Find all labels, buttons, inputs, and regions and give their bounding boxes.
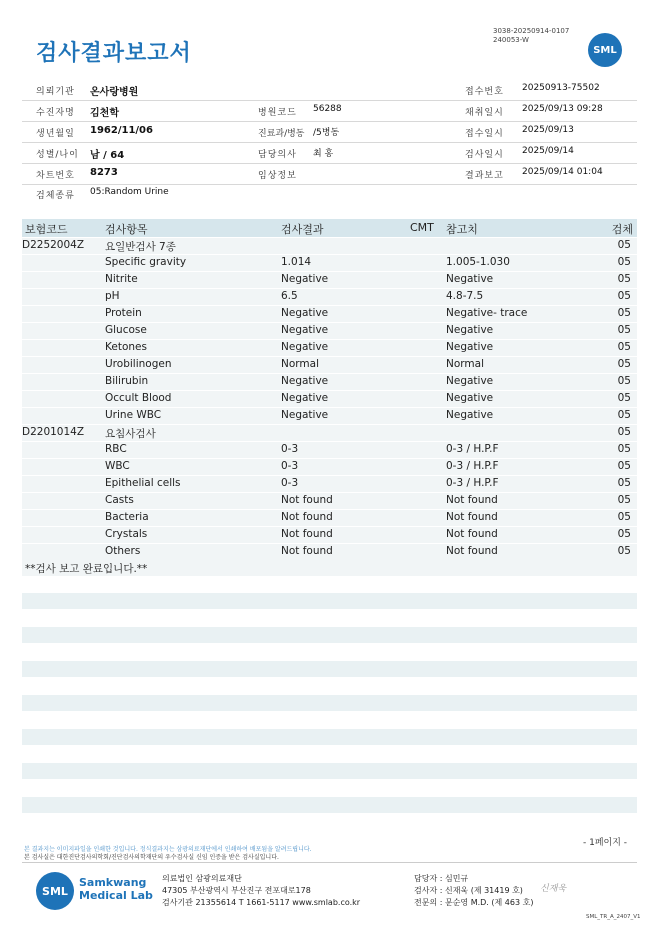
- row-item: Crystals: [105, 528, 148, 540]
- document-id: 3038-20250914-0107 240053-W: [493, 27, 570, 44]
- staff-tester: 검사자 : 신재욱 (제 31419 호): [414, 886, 523, 895]
- row-item: Nitrite: [105, 273, 138, 285]
- table-row: [22, 510, 637, 527]
- empty-row: [22, 661, 637, 677]
- row-reference: Not found: [446, 545, 498, 557]
- test-date-label: 검사일시: [465, 150, 504, 160]
- row-result: Negative: [281, 324, 329, 336]
- chart-no-label: 차트번호: [36, 171, 75, 181]
- dept: /5병동: [313, 128, 340, 138]
- receipt-date-label: 접수일시: [465, 129, 504, 139]
- row-result: 1.014: [281, 256, 312, 268]
- tester-signature: 신재욱: [540, 884, 567, 894]
- row-result: Negative: [281, 392, 329, 404]
- completion-note-row: [22, 560, 637, 577]
- dept-label: 진료과/병동: [258, 129, 305, 139]
- row-result: Negative: [281, 341, 329, 353]
- row-reference: Not found: [446, 511, 498, 523]
- row-result: 0-3: [281, 443, 299, 455]
- empty-row: [22, 763, 637, 779]
- row-item: Protein: [105, 307, 142, 319]
- completion-note: **검사 보고 완료입니다.**: [25, 563, 148, 575]
- clinical-label: 임상정보: [258, 171, 297, 181]
- row-item: RBC: [105, 443, 127, 455]
- results-table-header: [22, 219, 637, 237]
- row-item: pH: [105, 290, 120, 302]
- empty-row: [22, 610, 637, 626]
- report-date: 2025/09/14 01:04: [522, 167, 603, 177]
- examinee-label: 수진자명: [36, 108, 75, 118]
- row-specimen: 05: [617, 290, 631, 302]
- table-row: [22, 493, 637, 510]
- notice-accreditation: 본 검사실은 대한진단검사의학회/진단검사의학재단의 우수검사실 신임 인증을 받은 검사실입니다.: [24, 854, 279, 861]
- empty-row: [22, 729, 637, 745]
- row-specimen: 05: [617, 307, 631, 319]
- row-specimen: 05: [617, 392, 631, 404]
- row-reference: Negative: [446, 341, 494, 353]
- staff-manager: 담당자 : 심민규: [414, 874, 469, 883]
- row-item: Specific gravity: [105, 256, 187, 268]
- row-specimen: 05: [617, 494, 631, 506]
- row-specimen: 05: [617, 426, 631, 438]
- row-item: Bacteria: [105, 511, 149, 523]
- col-code: 보험코드: [25, 223, 68, 236]
- table-row: [22, 255, 637, 272]
- row-reference: Not found: [446, 528, 498, 540]
- info-row-3: [22, 122, 637, 143]
- contact: 검사기관 21355614 T 1661-5117 www.smlab.co.kr: [162, 898, 361, 907]
- row-item: Others: [105, 545, 141, 557]
- row-specimen: 05: [617, 273, 631, 285]
- row-reference: Negative- trace: [446, 307, 528, 319]
- col-ref: 참고치: [446, 223, 478, 236]
- report-title: 검사결과보고서: [36, 41, 192, 66]
- col-item: 검사항목: [105, 223, 148, 236]
- foundation-name: 의료법인 삼광의료재단: [162, 874, 242, 883]
- empty-row: [22, 593, 637, 609]
- empty-row: [22, 627, 637, 643]
- footer-logo-text: SML: [42, 884, 68, 898]
- footer-staff: [414, 873, 533, 909]
- table-row: [22, 425, 637, 442]
- table-row: [22, 442, 637, 459]
- info-row-4: [22, 143, 637, 164]
- table-row: [22, 476, 637, 493]
- table-row: [22, 340, 637, 357]
- row-item: Ketones: [105, 341, 147, 353]
- empty-row: [22, 780, 637, 796]
- receipt-no-label: 접수번호: [465, 87, 504, 97]
- row-item: Bilirubin: [105, 375, 149, 387]
- empty-row: [22, 695, 637, 711]
- row-specimen: 05: [617, 341, 631, 353]
- row-code: D2201014Z: [22, 426, 85, 438]
- company-name: [79, 876, 153, 902]
- row-result: 0-3: [281, 460, 299, 472]
- row-item: Urine WBC: [105, 409, 162, 421]
- row-result: Negative: [281, 307, 329, 319]
- row-specimen: 05: [617, 375, 631, 387]
- empty-row: [22, 712, 637, 728]
- col-cmt: CMT: [410, 221, 434, 234]
- requesting-org-label: 의뢰기관: [36, 87, 75, 97]
- row-result: Not found: [281, 511, 333, 523]
- row-reference: 0-3 / H.P.F: [446, 460, 499, 472]
- hospital-code-label: 병원코드: [258, 108, 297, 118]
- row-item: Occult Blood: [105, 392, 172, 404]
- row-specimen: 05: [617, 460, 631, 472]
- examinee-name: 김천학: [90, 108, 119, 119]
- row-item: Glucose: [105, 324, 147, 336]
- row-reference: 4.8-7.5: [446, 290, 484, 302]
- row-result: Negative: [281, 273, 329, 285]
- row-result: Not found: [281, 494, 333, 506]
- row-reference: Negative: [446, 409, 494, 421]
- specimen-type: 05:Random Urine: [90, 187, 169, 197]
- address: 47305 부산광역시 부산진구 전포대로178: [162, 886, 311, 895]
- sex-age: 남 / 64: [90, 150, 125, 161]
- row-result: 0-3: [281, 477, 299, 489]
- row-reference: Negative: [446, 273, 494, 285]
- hospital-code: 56288: [313, 104, 342, 114]
- company-line-1: Samkwang: [79, 876, 147, 889]
- row-specimen: 05: [617, 409, 631, 421]
- row-specimen: 05: [617, 256, 631, 268]
- col-specimen: 검체: [611, 223, 633, 236]
- company-line-2: Medical Lab: [79, 889, 153, 902]
- row-item: Urobilinogen: [105, 358, 172, 370]
- row-reference: Not found: [446, 494, 498, 506]
- row-item: 요일반검사 7종: [105, 241, 176, 253]
- row-result: Negative: [281, 375, 329, 387]
- row-result: Negative: [281, 409, 329, 421]
- row-result: Normal: [281, 358, 319, 370]
- receipt-no: 20250913-75502: [522, 83, 600, 93]
- row-specimen: 05: [617, 443, 631, 455]
- table-row: [22, 408, 637, 425]
- table-row: [22, 459, 637, 476]
- sml-footer-logo: [36, 872, 74, 910]
- table-row: [22, 527, 637, 544]
- row-specimen: 05: [617, 477, 631, 489]
- footer-address: [162, 873, 360, 909]
- row-specimen: 05: [617, 358, 631, 370]
- table-row: [22, 306, 637, 323]
- info-row-2: [22, 101, 637, 122]
- receipt-date: 2025/09/13: [522, 125, 574, 135]
- doctor-label: 담당의사: [258, 150, 297, 160]
- row-item: 요침사검사: [105, 428, 156, 440]
- row-code: D2252004Z: [22, 239, 85, 251]
- row-reference: 0-3 / H.P.F: [446, 443, 499, 455]
- row-reference: Negative: [446, 392, 494, 404]
- empty-row: [22, 678, 637, 694]
- row-item: Epithelial cells: [105, 477, 181, 489]
- collection-date-label: 채취일시: [465, 108, 504, 118]
- table-row: [22, 272, 637, 289]
- sex-age-label: 성별/나이: [36, 150, 79, 160]
- collection-date: 2025/09/13 09:28: [522, 104, 603, 114]
- row-item: Casts: [105, 494, 134, 506]
- table-row: [22, 374, 637, 391]
- col-result: 검사결과: [281, 223, 324, 236]
- row-reference: Normal: [446, 358, 484, 370]
- requesting-org: 온사랑병원: [90, 87, 139, 98]
- test-date: 2025/09/14: [522, 146, 574, 156]
- table-row: [22, 238, 637, 255]
- info-row-5: [22, 164, 637, 185]
- row-reference: Negative: [446, 375, 494, 387]
- empty-row: [22, 746, 637, 762]
- empty-row: [22, 644, 637, 660]
- row-specimen: 05: [617, 511, 631, 523]
- row-item: WBC: [105, 460, 130, 472]
- row-result: 6.5: [281, 290, 298, 302]
- footer-divider: [22, 862, 637, 863]
- logo-text: SML: [593, 44, 617, 56]
- row-reference: 1.005-1.030: [446, 256, 510, 268]
- page-number: - 1페이지 -: [583, 838, 628, 848]
- info-row-6: [22, 184, 637, 204]
- table-row: [22, 289, 637, 306]
- row-result: Not found: [281, 528, 333, 540]
- form-id: SML_TR_A_2407_V1: [586, 914, 641, 920]
- info-row-1: [22, 80, 637, 101]
- row-reference: Negative: [446, 324, 494, 336]
- report-date-label: 결과보고: [465, 171, 504, 181]
- sml-logo: [588, 33, 622, 67]
- table-row: [22, 357, 637, 374]
- table-row: [22, 391, 637, 408]
- chart-no: 8273: [90, 167, 118, 178]
- table-row: [22, 544, 637, 561]
- row-specimen: 05: [617, 545, 631, 557]
- row-specimen: 05: [617, 528, 631, 540]
- notice-image-copy: 본 결과지는 이미지파일을 인쇄한 것입니다. 정식결과지는 삼광의료재단에서 인쇄하여 배포됨을 알려드립니다.: [24, 846, 312, 853]
- birth-date: 1962/11/06: [90, 125, 153, 136]
- row-specimen: 05: [617, 239, 631, 251]
- specimen-label: 검체종류: [36, 191, 75, 201]
- table-row: [22, 323, 637, 340]
- doctor: 최 홍: [313, 149, 334, 159]
- row-reference: 0-3 / H.P.F: [446, 477, 499, 489]
- empty-row: [22, 797, 637, 813]
- staff-specialist: 전문의 : 문순영 M.D. (제 463 호): [414, 898, 534, 907]
- row-specimen: 05: [617, 324, 631, 336]
- row-result: Not found: [281, 545, 333, 557]
- birth-label: 생년월일: [36, 129, 75, 139]
